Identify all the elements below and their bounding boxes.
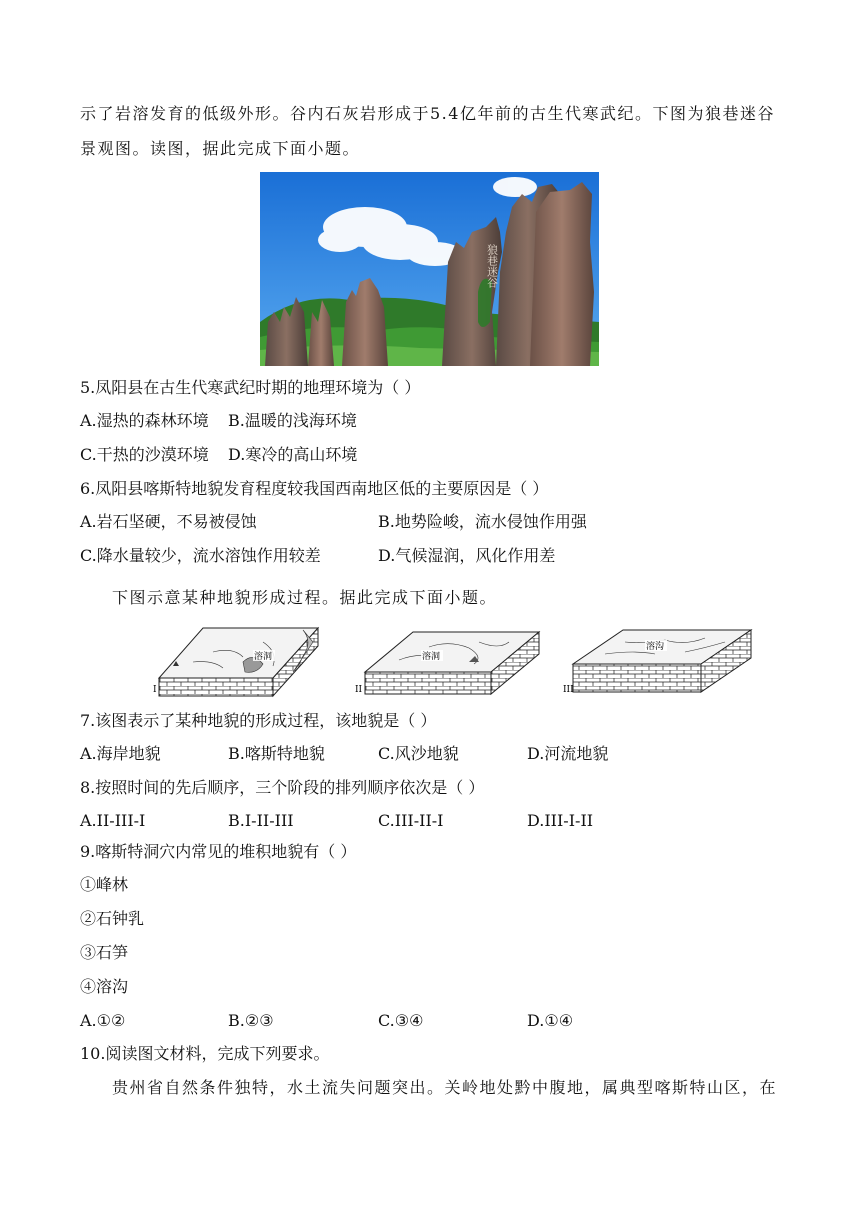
intro-line-2: 景观图。读图，据此完成下面小题。 bbox=[80, 139, 361, 158]
q7-option-d[interactable]: D.河流地貌 bbox=[527, 744, 609, 763]
q8-option-d[interactable]: D.III-I-II bbox=[527, 811, 594, 830]
q9-stem: 9.喀斯特洞穴内常见的堆积地貌有（ ） bbox=[80, 842, 357, 861]
q7-option-a[interactable]: A.海岸地貌 bbox=[80, 744, 161, 763]
stage-3-label: III bbox=[563, 685, 574, 695]
q5-option-d[interactable]: D.寒冷的高山环境 bbox=[228, 445, 358, 464]
q9-item-2: ②石钟乳 bbox=[80, 909, 145, 928]
q8-option-c[interactable]: C.III-II-I bbox=[378, 811, 444, 830]
q5-stem: 5.凤阳县在古生代寒武纪时期的地理环境为（ ） bbox=[80, 378, 421, 397]
stage-2-block bbox=[355, 632, 539, 695]
q8-stem: 8.按照时间的先后顺序，三个阶段的排列顺序依次是（ ） bbox=[80, 778, 485, 797]
q9-item-1: ①峰林 bbox=[80, 875, 129, 894]
stage-1-cave-label: 溶洞 bbox=[254, 652, 273, 662]
q6-option-b[interactable]: B.地势险峻，流水侵蚀作用强 bbox=[378, 512, 587, 531]
rock-inscription: 狼巷迷谷 bbox=[485, 244, 499, 288]
diagram-intro: 下图示意某种地貌形成过程。据此完成下面小题。 bbox=[112, 588, 498, 607]
stage-2-cave-label: 溶洞 bbox=[422, 652, 441, 662]
landscape-photo bbox=[260, 172, 599, 366]
q6-stem: 6.凤阳县喀斯特地貌发育程度较我国西南地区低的主要原因是（ ） bbox=[80, 479, 549, 498]
stage-2-label: II bbox=[355, 685, 363, 695]
q9-item-4: ④溶沟 bbox=[80, 977, 129, 996]
q7-option-b[interactable]: B.喀斯特地貌 bbox=[228, 744, 325, 763]
q9-option-b[interactable]: B.②③ bbox=[228, 1011, 274, 1030]
q9-item-3: ③石笋 bbox=[80, 943, 129, 962]
q5-option-b[interactable]: B.温暖的浅海环境 bbox=[228, 411, 357, 430]
stage-3-block bbox=[563, 630, 751, 695]
q9-option-c[interactable]: C.③④ bbox=[378, 1011, 424, 1030]
q7-stem: 7.该图表示了某种地貌的形成过程，该地貌是（ ） bbox=[80, 711, 437, 730]
q10-paragraph: 贵州省自然条件独特，水土流失问题突出。关岭地处黔中腹地，属典型喀斯特山区，在 bbox=[112, 1078, 778, 1097]
q7-option-c[interactable]: C.风沙地貌 bbox=[378, 744, 459, 763]
intro-line-1: 示了岩溶发育的低级外形。谷内石灰岩形成于5.4亿年前的古生代寒武纪。下图为狼巷迷谷 bbox=[80, 104, 775, 123]
q6-option-a[interactable]: A.岩石坚硬，不易被侵蚀 bbox=[80, 512, 257, 531]
q5-option-c[interactable]: C.干热的沙漠环境 bbox=[80, 445, 209, 464]
q8-option-a[interactable]: A.II-III-I bbox=[80, 811, 146, 830]
q6-option-d[interactable]: D.气候湿润，风化作用差 bbox=[378, 546, 556, 565]
stage-3-groove-label: 溶沟 bbox=[646, 642, 665, 652]
q10-stem: 10.阅读图文材料，完成下列要求。 bbox=[80, 1044, 330, 1063]
landform-process-diagram bbox=[153, 622, 755, 700]
q9-option-d[interactable]: D.①④ bbox=[527, 1011, 574, 1030]
stage-1-label: I bbox=[153, 685, 157, 695]
stage-1-block bbox=[153, 628, 318, 696]
q5-option-a[interactable]: A.湿热的森林环境 bbox=[80, 411, 209, 430]
q8-option-b[interactable]: B.I-II-III bbox=[228, 811, 294, 830]
q9-option-a[interactable]: A.①② bbox=[80, 1011, 126, 1030]
q6-option-c[interactable]: C.降水量较少，流水溶蚀作用较差 bbox=[80, 546, 321, 565]
